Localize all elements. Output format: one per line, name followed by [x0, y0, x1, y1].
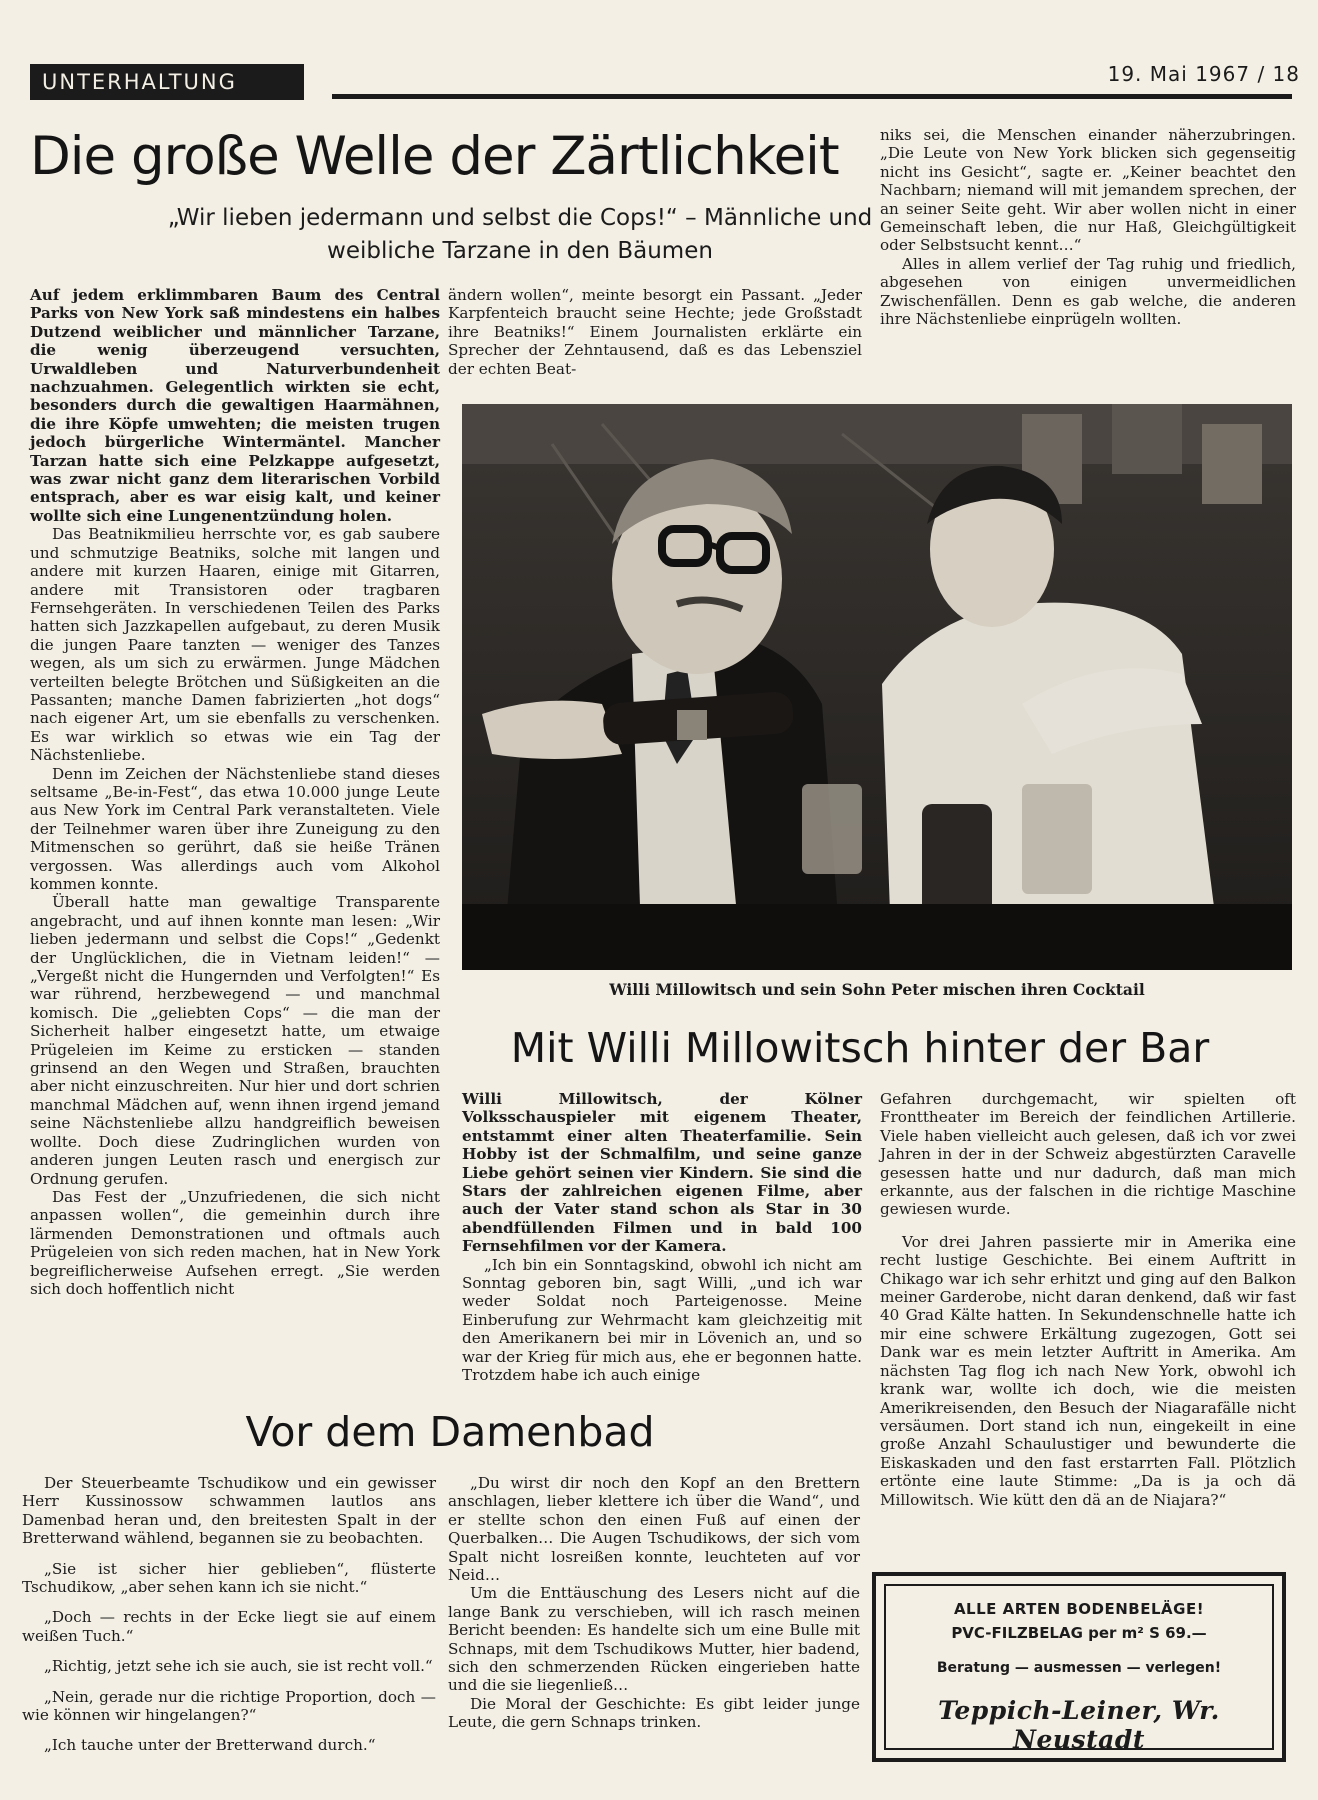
millowitsch-headline: Mit Willi Millowitsch hinter der Bar — [510, 1024, 1210, 1072]
article-paragraph: Überall hatte man gewaltige Transparente angebracht, und auf ihnen konnte man lesen: „Wir lieben jedermann und selbst die Cops!“ „Gedenkt der Unglücklichen, die in Vietnam leiden!“ — „Vergeßt nicht die Hungernden und Verfolgten!“ Es war rührend, herzbewegend — und manchmal komisch. Die „geliebten Cops“ — die man der Sicherheit halber eingesetzt hatte, um etwaige Prügeleien im Keime zu ersticken — standen grinsend an den Wegen und Straßen, brauchten aber nicht einzuschreiten. Nur hier und dort schrien manchmal Mädchen auf, wenn ihnen irgend jemand seine Nächstenliebe allzu handgreiflich beweisen wollte. Doch diese Zudringlichen wurden von anderen jungen Leuten rasch und energisch zur Ordnung gerufen. — [30, 893, 440, 1188]
section-label: UNTERHALTUNG — [30, 64, 304, 100]
article-paragraph: Um die Enttäuschung des Lesers nicht auf die lange Bank zu verschieben, will ich rasch meinen Bericht beenden: Es handelte sich um eine Bulle mit Schnaps, mit dem Tschudikows Mutter, hier badend, sich den schmerzenden Rücken eingerieben hatte und die sie liegenließ… — [448, 1584, 860, 1695]
article-paragraph: Das Fest der „Unzufriedenen, die sich nicht anpassen wollen“, die gemeinhin durch ihre lärmenden Demonstrationen und oftmals auch Prügeleien von sich reden machen, hat in New York begreiflicherweise Aufsehen erregt. „Sie werden sich doch hoffentlich nicht — [30, 1187, 440, 1298]
millowitsch-lead: Willi Millowitsch, der Kölner Volksschauspieler mit eigenem Theater, entstammt einer alten Theaterfamilie. Sein Hobby ist der Schmalfilm, und seine ganze Liebe gehört seinen vier Kindern. Sie sind die Stars der zahlreichen eigenen Filme, aber auch der Vater stand schon als Star in 30 abendfüllenden Filmen und in bald 100 Fernsehfilmen vor der Kamera. — [462, 1090, 862, 1256]
article-column-2 — [448, 286, 862, 378]
millowitsch-column-1 — [462, 1090, 862, 1385]
photo-caption: Willi Millowitsch und sein Sohn Peter mischen ihren Cocktail — [609, 980, 1145, 999]
damenbad-headline: Vor dem Damenbad — [245, 1408, 655, 1456]
ad-company-logo: Teppich-Leiner, Wr. Neustadt — [938, 1696, 1220, 1754]
article-paragraph: Gefahren durchgemacht, wir spielten oft Fronttheater im Bereich der feindlichen Artillerie. Viele haben vielleicht auch gelesen, daß ich vor zwei Jahren in der in der Schweiz abgestürzten Caravelle gesessen hatte und nur dadurch, daß man mich erkannte, aus der falschen in die richtige Maschine gewiesen wurde. — [880, 1090, 1296, 1219]
advertisement-inner-frame — [884, 1584, 1274, 1754]
article-column-1 — [30, 286, 440, 1298]
damenbad-column-2 — [448, 1474, 860, 1732]
article-paragraph: niks sei, die Menschen einander näherzubringen. „Die Leute von New York blicken sich gegenseitig nicht ins Gesicht“, sagte er. „Keiner beachtet den Nachbarn; niemand will mit jemandem sprechen, der an seiner Seite geht. Wir aber wollen nicht in einer Gemeinschaft leben, die nur Haß, Gleichgültigkeit oder Selbstsucht kennt…“ — [880, 126, 1296, 255]
article-lead: Auf jedem erklimmbaren Baum des Central Parks von New York saß mindestens ein halbes Dutzend weiblicher und männlicher Tarzane, die wenig überzeugend versuchten, Urwaldleben und Naturverbundenheit nachzuahmen. Gelegentlich wirkten sie echt, besonders durch die gewaltigen Haarmähnen, die ihre Köpfe umwehten; die meisten trugen jedoch bürgerliche Wintermäntel. Mancher Tarzan hatte sich eine Pelzkappe aufgesetzt, was zwar nicht ganz dem literarischen Vorbild entsprach, aber es war eisig kalt, und keiner wollte sich eine Lungenentzündung holen. — [30, 286, 440, 525]
header-rule — [332, 94, 1292, 99]
photo-millowitsch — [462, 404, 1292, 970]
article-paragraph: „Richtig, jetzt sehe ich sie auch, sie ist recht voll.“ — [44, 1657, 433, 1676]
main-headline: Die große Welle der Zärtlichkeit — [30, 126, 839, 187]
damenbad-column-1 — [22, 1474, 436, 1755]
article-paragraph: „Sie ist sicher hier geblieben“, flüsterte Tschudikow, „aber sehen kann ich sie nicht.“ — [22, 1559, 436, 1597]
ad-headline: ALLE ARTEN BODENBELÄGE! — [953, 1600, 1205, 1618]
photo-illustration — [462, 404, 1292, 970]
main-subheadline: „Wir lieben jedermann und selbst die Cops!“ – Männliche und weibliche Tarzane in den Bäumen — [167, 205, 873, 264]
advertisement-box — [872, 1572, 1286, 1762]
article-paragraph: Der Steuerbeamte Tschudikow und ein gewisser Herr Kussinossow schwammen lautlos ans Damenbad heran und, den breitesten Spalt in der Bretterwand wählend, begannen sie zu beobachten. — [22, 1474, 436, 1548]
ad-price: PVC-FILZBELAG per m² S 69.— — [951, 1624, 1207, 1642]
article-paragraph: Vor drei Jahren passierte mir in Amerika eine recht lustige Geschichte. Bei einem Auftritt in Chikago war ich sehr erhitzt und ging auf den Balkon meiner Garderobe, nicht daran denkend, daß wir fast 40 Grad Kälte hatten. In Sekundenschnelle hatte ich mir eine schwere Erkältung zugezogen, Gott sei Dank war es mein letzter Auftritt in Amerika. Am nächsten Tag flog ich nach New York, obwohl ich krank war, wollte ich doch, wie die meisten Amerikreisenden, den Besuch der Niagarafälle nicht versäumen. Dort stand ich nun, eingekeilt in eine große Anzahl Schaulustiger und bewunderte die Eiskaskaden und den fast erstarrten Fall. Plötzlich ertönte eine laute Stimme: „Da is ja och dä Millowitsch. Wie kütt den dä an de Niajara?“ — [880, 1232, 1296, 1509]
article-paragraph: Denn im Zeichen der Nächstenliebe stand dieses seltsame „Be-in-Fest“, das etwa 10.000 junge Leute aus New York im Central Park veranstalteten. Viele der Teilnehmer waren über ihre Zuneigung zu den Mitmenschen so gerührt, daß sie heiße Tränen vergossen. Was allerdings auch vom Alkohol kommen konnte. — [30, 764, 440, 893]
article-paragraph: „Ich bin ein Sonntagskind, obwohl ich nicht am Sonntag geboren bin, sagt Willi, „und ich war weder Soldat noch Parteigenosse. Meine Einberufung zur Wehrmacht kam gleichzeitig mit den Amerikanern bei mir in Lövenich an, und so war der Krieg für mich aus, ehe er begonnen hatte. Trotzdem habe ich auch einige — [462, 1255, 862, 1385]
article-column-3 — [880, 126, 1296, 328]
article-paragraph: ändern wollen“, meinte besorgt ein Passant. „Jeder Karpfenteich braucht seine Hechte; jede Großstadt ihre Beatniks!“ Einem Journalisten erklärte ein Sprecher der Zehntausend, daß es das Lebensziel der echten Beat- — [448, 286, 862, 378]
article-paragraph: „Doch — rechts in der Ecke liegt sie auf einem weißen Tuch.“ — [22, 1608, 436, 1645]
millowitsch-column-2 — [880, 1090, 1296, 1509]
article-paragraph: „Nein, gerade nur die richtige Proportion, doch — wie können wir hingelangen?“ — [22, 1687, 436, 1725]
date-and-page-number: 19. Mai 1967 / 18 — [1107, 62, 1300, 86]
article-paragraph: Die Moral der Geschichte: Es gibt leider junge Leute, die gern Schnaps trinken. — [448, 1694, 860, 1732]
article-paragraph: Das Beatnikmilieu herrschte vor, es gab saubere und schmutzige Beatniks, solche mit langen und andere mit kurzen Haaren, einige mit Gitarren, andere mit Transistoren oder tragbaren Fernsehgeräten. In verschiedenen Teilen des Parks hatten sich Jazzkapellen aufgebaut, zu deren Musik die jungen Paare tanzten — weniger des Tanzes wegen, als um sich zu erwärmen. Junge Mädchen verteilten belegte Brötchen und Süßigkeiten an die Passanten; manche Damen fabrizierten „hot dogs“ nach eigener Art, um sie ebenfalls zu verschenken. Es war wirklich so etwas wie ein Tag der Nächstenliebe. — [30, 525, 440, 765]
ad-services: Beratung — ausmessen — verlegen! — [936, 1660, 1222, 1676]
article-paragraph: „Ich tauche unter der Bretterwand durch.“ — [44, 1736, 376, 1755]
article-paragraph: Alles in allem verlief der Tag ruhig und friedlich, abgesehen von einigen unvermeidlichen Zwischenfällen. Denn es gab welche, die anderen ihre Nächstenliebe einprügeln wollten. — [880, 254, 1296, 329]
article-paragraph: „Du wirst dir noch den Kopf an den Brettern anschlagen, lieber klettere ich über die Wand“, und er stellte schon den einen Fuß auf einen der Querbalken… Die Augen Tschudikows, der sich vom Spalt nicht losreißen konnte, leuchteten auf vor Neid… — [448, 1474, 860, 1585]
